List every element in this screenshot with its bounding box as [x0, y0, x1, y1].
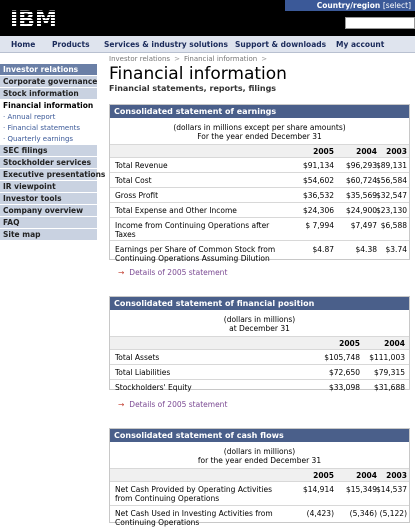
sidebar	[0, 64, 106, 241]
earnings-heading: Consolidated statement of earnings	[110, 105, 409, 118]
page-subtitle: Financial statements, reports, filings	[109, 84, 277, 93]
table-row: Gross Profit $36,532 $35,569 $32,547	[110, 187, 409, 202]
svg-text:IBM: IBM	[10, 8, 57, 33]
sidebar-item-ir-viewpoint[interactable]: IR viewpoint	[0, 181, 97, 193]
sidebar-subitem-financial-statements[interactable]: · Financial statements	[0, 123, 97, 134]
position-caption: (dollars in millions) at December 31	[223, 315, 296, 333]
sidebar-item-financial-information[interactable]: Financial information	[0, 100, 97, 112]
arrow-right-icon: →	[118, 400, 125, 409]
breadcrumb-financial-information[interactable]: Financial information	[183, 55, 258, 63]
table-row: Total Expense and Other Income $24,306 $24,900 $23,130	[110, 202, 409, 217]
search-input[interactable]	[345, 17, 415, 29]
sidebar-item-faq[interactable]: FAQ	[0, 217, 97, 229]
table-header: 2005 2004	[110, 336, 409, 349]
breadcrumb-investor-relations[interactable]: Investor relations	[109, 55, 171, 63]
sidebar-item-corporate-governance[interactable]: Corporate governance	[0, 76, 97, 88]
table-header: 2005 2004 2003	[110, 468, 409, 481]
sidebar-item-executive-presentations[interactable]: Executive presentations	[0, 169, 97, 181]
sidebar-item-stockholder-services[interactable]: Stockholder services	[0, 157, 97, 169]
region-select[interactable]: [select]	[382, 1, 411, 10]
cashflows-panel	[109, 428, 410, 527]
sidebar-item-stock-information[interactable]: Stock information	[0, 88, 97, 100]
country-region-label[interactable]: Country/region [select]	[285, 0, 415, 11]
table-row: Net Cash Used in Investing Activities from Continuing Operations (4,423) (5,346) (5,122)	[110, 505, 409, 529]
sidebar-item-sec-filings[interactable]: SEC filings	[0, 145, 97, 157]
sidebar-subitem-annual-report[interactable]: · Annual report	[0, 112, 97, 123]
sidebar-subitem-quarterly-earnings[interactable]: · Quarterly earnings	[0, 134, 97, 145]
nav-products[interactable]: Products	[52, 40, 90, 49]
table-row: Total Revenue $91,134 $96,293 $89,131	[110, 157, 409, 172]
nav-support[interactable]: Support & downloads	[235, 40, 327, 49]
table-row: Total Cost $54,602 $60,724 $56,584	[110, 172, 409, 187]
sidebar-item-company-overview[interactable]: Company overview	[0, 205, 97, 217]
table-row: Stockholders' Equity $33,098 $31,688	[110, 379, 409, 394]
table-row: Net Cash Provided by Operating Activities from Continuing Operations $14,914 $15,349 $14,537	[110, 481, 409, 505]
masthead	[0, 0, 415, 36]
table-row: Total Assets $105,748 $111,003	[110, 349, 409, 364]
nav-home[interactable]: Home	[11, 40, 36, 49]
arrow-right-icon: →	[118, 268, 125, 277]
earnings-caption: (dollars in millions except per share amounts) For the year ended December 31	[173, 123, 346, 141]
nav-my-account[interactable]: My account	[336, 40, 385, 49]
sidebar-item-investor-relations[interactable]: Investor relations	[0, 64, 97, 76]
position-heading: Consolidated statement of financial position	[110, 297, 409, 310]
cashflows-heading: Consolidated statement of cash flows	[110, 429, 409, 442]
page-title: Financial information	[109, 64, 287, 84]
position-details-link[interactable]: → Details of 2005 statement	[118, 400, 228, 409]
cashflows-caption: (dollars in millions) for the year ended December 31	[197, 447, 322, 465]
breadcrumb: Investor relations > Financial information >	[109, 55, 268, 63]
table-row: Income from Continuing Operations after Taxes $ 7,994 $7,497 $6,588	[110, 217, 409, 240]
ibm-logo[interactable]	[9, 6, 64, 33]
sidebar-item-site-map[interactable]: Site map	[0, 229, 97, 241]
table-header: 2005 2004 2003	[110, 144, 409, 157]
sidebar-item-investor-tools[interactable]: Investor tools	[0, 193, 97, 205]
position-panel	[109, 296, 410, 390]
main-nav	[0, 36, 415, 53]
table-row: Earnings per Share of Common Stock from Continuing Operations Assuming Dilution $4.87 $4.38 $3.74	[110, 240, 409, 265]
nav-services[interactable]: Services & industry solutions	[104, 40, 228, 49]
table-row: Total Liabilities $72,650 $79,315	[110, 364, 409, 379]
earnings-panel	[109, 104, 410, 263]
earnings-details-link[interactable]: → Details of 2005 statement	[118, 268, 228, 277]
